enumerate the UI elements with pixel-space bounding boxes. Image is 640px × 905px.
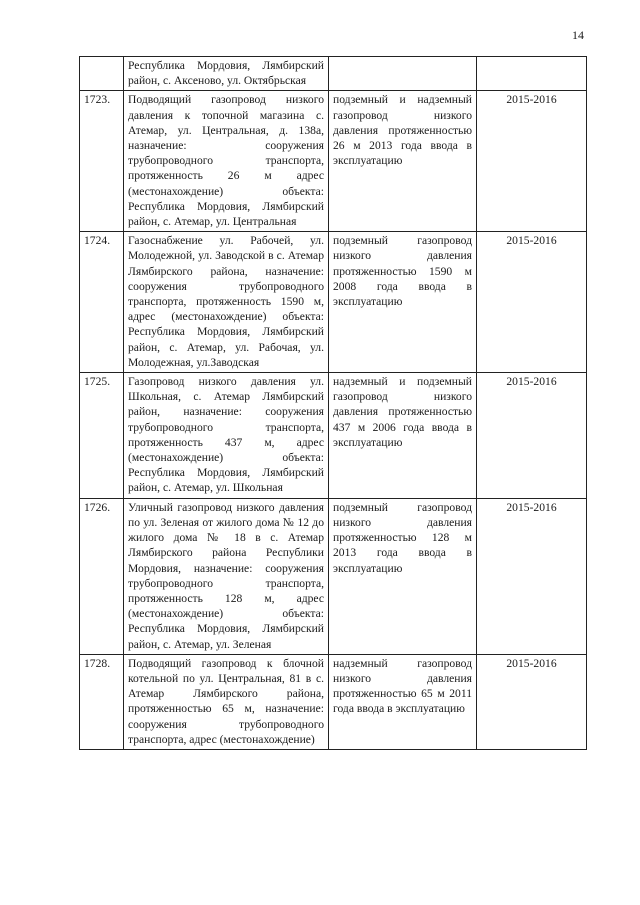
row-number: 1723. <box>80 91 124 232</box>
table-row <box>80 373 587 499</box>
object-description: Газоснабжение ул. Рабочей, ул. Молодежной, ул. Заводской в с. Атемар Лямбирского района, назначение: сооружения трубопроводного транспорта, протяженность 1590 м, адрес (местонахождение) объекта: Республика Мордовия, Лямбирский район, с. Атемар, ул. Рабочая, ул. Молодежная, ул.Заводская <box>124 232 329 373</box>
row-number: 1728. <box>80 654 124 749</box>
object-characteristics: надземный и подземный газопровод низкого давления протяженностью 437 м 2006 года ввода в эксплуатацию <box>329 373 477 499</box>
table-row <box>80 232 587 373</box>
object-characteristics <box>329 57 477 91</box>
object-characteristics: подземный газопровод низкого давления протяженностью 128 м 2013 года ввода в эксплуатацию <box>329 498 477 654</box>
table-row <box>80 654 587 749</box>
object-description: Газопровод низкого давления ул. Школьная, с. Атемар Лямбирский район, назначение: сооружения трубопроводного транспорта, протяженность 437 м, адрес (местонахождение) объекта: Республика Мордовия, Лямбирский район, с. Атемар, ул. Школьная <box>124 373 329 499</box>
object-description: Подводящий газопровод к блочной котельной по ул. Центральная, 81 в с. Атемар Лямбирского района, протяженностью 65 м, назначение: сооружения трубопроводного транспорта, адрес (местонахождение) <box>124 654 329 749</box>
object-description: Уличный газопровод низкого давления по ул. Зеленая от жилого дома № 12 до жилого дома № 18 в с. Атемар Лямбирского района Республики Мордовия, назначение: сооружения трубопроводного транспорта, протяженность 128 м, адрес (местонахождение) объекта: Республика Мордовия, Лямбирский район, с. Атемар, ул. Зеленая <box>124 498 329 654</box>
property-registry-table <box>79 56 587 750</box>
object-characteristics: подземный газопровод низкого давления протяженностью 1590 м 2008 года ввода в эксплуатацию <box>329 232 477 373</box>
table-row <box>80 57 587 91</box>
transfer-period <box>477 57 587 91</box>
transfer-period: 2015-2016 <box>477 654 587 749</box>
row-number: 1724. <box>80 232 124 373</box>
object-characteristics: подземный и надземный газопровод низкого давления протяженностью 26 м 2013 года ввода в эксплуатацию <box>329 91 477 232</box>
table-row <box>80 498 587 654</box>
transfer-period: 2015-2016 <box>477 91 587 232</box>
row-number: 1725. <box>80 373 124 499</box>
object-characteristics: надземный газопровод низкого давления протяженностью 65 м 2011 года ввода в эксплуатацию <box>329 654 477 749</box>
transfer-period: 2015-2016 <box>477 373 587 499</box>
page-number: 14 <box>572 28 584 42</box>
object-description: Республика Мордовия, Лямбирский район, с. Аксеново, ул. Октябрьская <box>124 57 329 91</box>
transfer-period: 2015-2016 <box>477 232 587 373</box>
row-number: 1726. <box>80 498 124 654</box>
table-row <box>80 91 587 232</box>
transfer-period: 2015-2016 <box>477 498 587 654</box>
row-number <box>80 57 124 91</box>
object-description: Подводящий газопровод низкого давления к топочной магазина с. Атемар, ул. Центральная, д. 138а, назначение: сооружения трубопроводного транспорта, протяженность 26 м адрес (местонахождение) объекта: Республика Мордовия, Лямбирский район, с. Атемар, ул. Центральная <box>124 91 329 232</box>
